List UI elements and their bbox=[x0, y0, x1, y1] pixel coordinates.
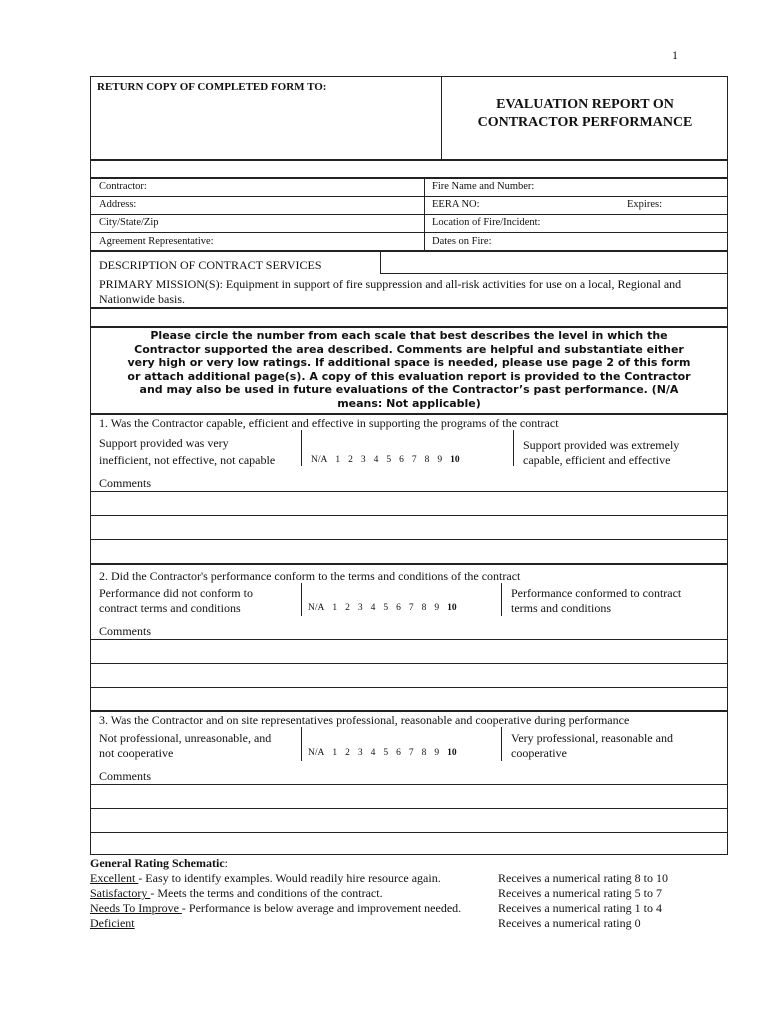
question-2-low-desc: contract terms and conditions bbox=[99, 601, 241, 615]
rating-option-na[interactable]: N/A bbox=[308, 603, 325, 613]
description-divider bbox=[380, 251, 381, 274]
question-3-comment-field[interactable] bbox=[91, 785, 727, 807]
instructions-line: and may also be used in future evaluations of the Contractor’s past performance. (N/A bbox=[139, 383, 679, 397]
rating-option-10[interactable]: 10 bbox=[447, 603, 457, 613]
scale-bracket-left bbox=[301, 583, 302, 616]
question-1-comment-field[interactable] bbox=[91, 516, 727, 538]
description-heading: DESCRIPTION OF CONTRACT SERVICES bbox=[99, 258, 322, 272]
question-1-comment-field[interactable] bbox=[91, 492, 727, 514]
eera-no-field[interactable]: EERA NO: bbox=[432, 199, 480, 210]
question-3-low-desc: not cooperative bbox=[99, 746, 174, 760]
rating-option-9[interactable]: 9 bbox=[434, 603, 440, 613]
instructions-line: means: Not applicable) bbox=[337, 396, 481, 410]
rating-option-7[interactable]: 7 bbox=[411, 455, 417, 465]
rating-option-5[interactable]: 5 bbox=[383, 748, 389, 758]
question-2-high-desc: terms and conditions bbox=[511, 601, 611, 615]
rating-term: Excellent bbox=[90, 871, 139, 885]
rating-option-7[interactable]: 7 bbox=[408, 603, 414, 613]
scale-bracket-left bbox=[301, 430, 302, 466]
rating-option-3[interactable]: 3 bbox=[357, 603, 363, 613]
return-copy-label: RETURN COPY OF COMPLETED FORM TO: bbox=[97, 81, 327, 93]
question-2-comment-field[interactable] bbox=[91, 688, 727, 710]
question-1-text: 1. Was the Contractor capable, efficient and effective in supporting the programs of the contract bbox=[99, 416, 559, 430]
rating-term: Satisfactory bbox=[90, 886, 151, 900]
rating-option-8[interactable]: 8 bbox=[421, 748, 427, 758]
rating-option-7[interactable]: 7 bbox=[408, 748, 414, 758]
rating-term: Needs To Improve bbox=[90, 901, 182, 915]
primary-mission-line1: PRIMARY MISSION(S): Equipment in support of fire suppression and all-risk activities for use on a local, Regional and bbox=[99, 277, 682, 291]
dates-on-fire-field[interactable]: Dates on Fire: bbox=[432, 236, 492, 247]
scale-bracket-right bbox=[513, 430, 514, 466]
rating-row-excellent bbox=[90, 871, 441, 886]
primary-mission-line2: Nationwide basis. bbox=[99, 292, 185, 306]
fire-name-field[interactable]: Fire Name and Number: bbox=[432, 181, 535, 192]
question-1-high-desc: Support provided was extremely bbox=[523, 438, 680, 452]
question-3-high-desc: cooperative bbox=[511, 746, 567, 760]
question-2-low-desc: Performance did not conform to bbox=[99, 586, 253, 600]
rating-option-2[interactable]: 2 bbox=[345, 603, 350, 613]
spacer-row bbox=[90, 308, 728, 327]
rating-term: Deficient bbox=[90, 916, 135, 930]
question-3-comment-field[interactable] bbox=[91, 809, 727, 831]
question-2-comment-field[interactable] bbox=[91, 664, 727, 686]
rating-option-3[interactable]: 3 bbox=[357, 748, 363, 758]
question-3-high-desc: Very professional, reasonable and bbox=[511, 731, 673, 745]
question-1-low-desc: inefficient, not effective, not capable bbox=[99, 453, 276, 467]
question-1-comment-field[interactable] bbox=[91, 540, 727, 562]
question-3-rating-scale[interactable] bbox=[308, 748, 465, 758]
page-number: 1 bbox=[672, 48, 678, 62]
rating-option-6[interactable]: 6 bbox=[396, 748, 401, 758]
rating-option-1[interactable]: 1 bbox=[335, 455, 341, 465]
question-2-high-desc: Performance conformed to contract bbox=[511, 586, 682, 600]
description-line bbox=[380, 273, 728, 274]
question-1-comments-label: Comments bbox=[99, 476, 152, 490]
rating-range-excellent: Receives a numerical rating 8 to 10 bbox=[498, 871, 668, 885]
question-2-rating-scale[interactable] bbox=[308, 603, 465, 613]
rating-option-3[interactable]: 3 bbox=[360, 455, 366, 465]
instructions-text bbox=[90, 329, 728, 411]
rating-option-na[interactable]: N/A bbox=[308, 748, 325, 758]
grid-line bbox=[90, 196, 728, 197]
rating-option-4[interactable]: 4 bbox=[370, 603, 376, 613]
question-1-low-desc: Support provided was very bbox=[99, 436, 229, 450]
city-state-zip-field[interactable]: City/State/Zip bbox=[99, 217, 159, 228]
rating-option-10[interactable]: 10 bbox=[447, 748, 457, 758]
question-2-comment-field[interactable] bbox=[91, 640, 727, 662]
rating-option-9[interactable]: 9 bbox=[434, 748, 440, 758]
question-3-text: 3. Was the Contractor and on site representatives professional, reasonable and cooperative during performance bbox=[99, 713, 630, 727]
rating-option-6[interactable]: 6 bbox=[396, 603, 401, 613]
rating-row-satisfactory bbox=[90, 886, 383, 901]
expires-field[interactable]: Expires: bbox=[627, 199, 662, 210]
grid-line bbox=[90, 232, 728, 233]
instructions-line: Please circle the number from each scale that best describes the level in which the bbox=[150, 329, 668, 342]
location-field[interactable]: Location of Fire/Incident: bbox=[432, 217, 541, 228]
form-title-line2: CONTRACTOR PERFORMANCE bbox=[477, 115, 693, 130]
scale-bracket-left bbox=[301, 727, 302, 761]
rating-option-2[interactable]: 2 bbox=[345, 748, 350, 758]
rating-option-4[interactable]: 4 bbox=[373, 455, 379, 465]
scale-bracket-right bbox=[501, 727, 502, 761]
contractor-field[interactable]: Contractor: bbox=[99, 181, 147, 192]
rating-option-5[interactable]: 5 bbox=[386, 455, 392, 465]
rating-option-8[interactable]: 8 bbox=[421, 603, 427, 613]
address-field[interactable]: Address: bbox=[99, 199, 137, 210]
rating-schematic-title-text: General Rating Schematic bbox=[90, 856, 225, 870]
rating-schematic-title bbox=[90, 856, 228, 871]
rating-row-needs-improve bbox=[90, 901, 461, 916]
rating-row-deficient bbox=[90, 916, 135, 931]
question-3-comments-label: Comments bbox=[99, 769, 152, 783]
form-title-line1: EVALUATION REPORT ON bbox=[496, 97, 674, 112]
instructions-line: Contractor supported the area described. Comments are helpful and substantiate either bbox=[134, 342, 684, 356]
rating-desc: - Easy to identify examples. Would readily hire resource again. bbox=[138, 871, 441, 885]
rating-option-9[interactable]: 9 bbox=[437, 455, 443, 465]
rating-range-satisfactory: Receives a numerical rating 5 to 7 bbox=[498, 886, 662, 900]
rating-desc: - Meets the terms and conditions of the contract. bbox=[150, 886, 383, 900]
rating-range-needs-improve: Receives a numerical rating 1 to 4 bbox=[498, 901, 662, 915]
rating-option-1[interactable]: 1 bbox=[332, 748, 338, 758]
rating-option-1[interactable]: 1 bbox=[332, 603, 338, 613]
question-3-low-desc: Not professional, unreasonable, and bbox=[99, 731, 272, 745]
rating-option-10[interactable]: 10 bbox=[450, 455, 460, 465]
rating-option-4[interactable]: 4 bbox=[370, 748, 376, 758]
rating-schematic-colon: : bbox=[224, 856, 228, 870]
grid-line bbox=[90, 214, 728, 215]
question-2-text: 2. Did the Contractor's performance conform to the terms and conditions of the contract bbox=[99, 569, 521, 583]
scale-bracket-right bbox=[501, 583, 502, 616]
rating-range-deficient: Receives a numerical rating 0 bbox=[498, 916, 641, 930]
return-address-field[interactable] bbox=[92, 96, 438, 156]
grid-divider bbox=[424, 178, 425, 251]
question-2-comments-label: Comments bbox=[99, 624, 152, 638]
instructions-line: very high or very low ratings. If additional space is needed, please use page 2 of this form bbox=[127, 356, 691, 370]
question-3-comment-field[interactable] bbox=[91, 833, 727, 854]
question-1-high-desc: capable, efficient and effective bbox=[523, 453, 671, 467]
instructions-line: or attach additional page(s). A copy of this evaluation report is provided to the Contractor bbox=[127, 369, 691, 383]
agreement-rep-field[interactable]: Agreement Representative: bbox=[99, 236, 214, 247]
rating-option-5[interactable]: 5 bbox=[383, 603, 389, 613]
rating-desc: - Performance is below average and improvement needed. bbox=[181, 901, 462, 915]
question-1-rating-scale[interactable] bbox=[311, 455, 468, 465]
rating-option-6[interactable]: 6 bbox=[399, 455, 404, 465]
rating-option-2[interactable]: 2 bbox=[348, 455, 353, 465]
spacer-row bbox=[90, 160, 728, 178]
rating-option-na[interactable]: N/A bbox=[311, 455, 328, 465]
rating-option-8[interactable]: 8 bbox=[424, 455, 430, 465]
